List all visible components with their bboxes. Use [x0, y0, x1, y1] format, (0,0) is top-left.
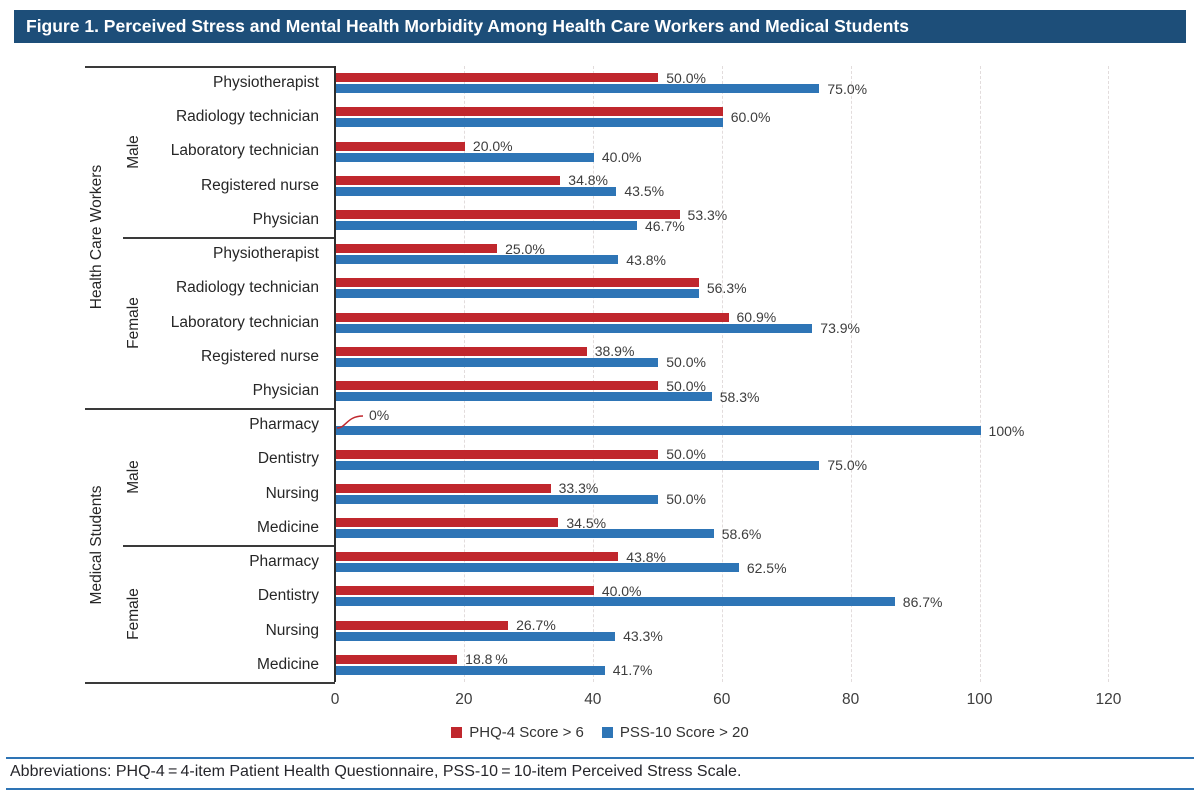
figure-title: Figure 1. Perceived Stress and Mental Health Morbidity Among Health Care Workers and Medical Students	[26, 16, 909, 36]
value-label: 73.9%	[820, 320, 860, 337]
value-label: 40.0%	[601, 582, 642, 599]
category-label: Pharmacy	[249, 553, 319, 571]
gridline	[851, 66, 852, 682]
x-tick-label: 0	[330, 691, 340, 708]
bar-phq4	[336, 244, 497, 253]
legend-swatch-pss10-icon	[602, 727, 613, 738]
bar-pss10	[336, 632, 615, 641]
category-label: Nursing	[265, 621, 319, 639]
subgroup-label: Male	[125, 134, 142, 169]
bar-phq4	[336, 278, 699, 287]
bar-pss10	[336, 153, 594, 162]
value-label: 50.0%	[666, 446, 706, 463]
group-label: Health Care Workers	[88, 164, 105, 310]
bar-phq4	[336, 313, 729, 322]
value-label: 75.0%	[827, 457, 868, 474]
bar-phq4	[336, 347, 587, 356]
category-label: Registered nurse	[200, 176, 319, 194]
zero-value-callout-line	[336, 413, 364, 431]
category-label: Nursing	[265, 484, 319, 502]
value-label: 58.6%	[721, 525, 762, 542]
legend-label-pss10: PSS-10 Score > 20	[619, 724, 749, 741]
value-label: 33.3%	[558, 480, 599, 497]
legend-item-phq4	[451, 724, 584, 741]
footer-divider-bottom	[6, 788, 1194, 790]
subgroup-label: Female	[125, 587, 142, 640]
value-label: 46.7%	[644, 217, 685, 234]
bar-phq4	[336, 381, 658, 390]
bar-pss10	[336, 426, 981, 435]
subgroup-label: Male	[125, 459, 142, 494]
bar-phq4	[336, 518, 558, 527]
category-label: Physiotherapist	[213, 74, 319, 91]
bar-pss10	[336, 221, 637, 230]
legend-item-pss10	[602, 724, 749, 741]
bar-pss10	[336, 461, 819, 470]
x-tick-label: 20	[455, 691, 473, 708]
category-label: Medicine	[256, 655, 319, 673]
x-tick-label: 120	[1095, 691, 1122, 708]
subgroup-label: Female	[125, 296, 142, 349]
value-label: 40.0%	[601, 149, 642, 166]
category-label: Registered nurse	[200, 347, 319, 365]
value-label: 58.3%	[719, 388, 760, 405]
bar-pss10	[336, 563, 739, 572]
value-label: 62.5%	[746, 559, 787, 576]
x-tick-label: 80	[842, 691, 860, 708]
value-label: 75.0%	[827, 80, 868, 97]
value-label: 43.3%	[623, 628, 663, 645]
category-label: Physiotherapist	[213, 245, 319, 263]
bar-phq4	[336, 210, 680, 219]
gridline	[1108, 66, 1109, 682]
category-label: Laboratory technician	[170, 142, 319, 160]
category-label: Physician	[252, 210, 319, 228]
category-label: Dentistry	[257, 450, 319, 468]
value-label: 20.0%	[472, 138, 513, 155]
value-label: 50.0%	[666, 354, 706, 371]
category-label: Radiology technician	[175, 279, 319, 297]
value-label: 34.8%	[568, 172, 608, 189]
bar-phq4	[336, 450, 658, 459]
chart-legend	[0, 724, 1200, 741]
value-label: 86.7%	[902, 593, 943, 610]
bar-phq4	[336, 142, 465, 151]
bar-phq4	[336, 73, 658, 82]
value-label: 100%	[988, 422, 1025, 439]
value-label: 26.7%	[516, 617, 556, 634]
value-label: 43.8%	[626, 251, 666, 268]
x-tick-label: 40	[584, 691, 602, 708]
abbreviations-note: Abbreviations: PHQ-4 = 4-item Patient Health Questionnaire, PSS-10 = 10-item Perceived Stress Scale.	[10, 763, 742, 780]
bar-phq4	[336, 586, 594, 595]
category-axis-line	[334, 66, 336, 682]
x-tick-label: 100	[966, 691, 993, 708]
x-tick-label: 60	[713, 691, 731, 708]
group-label: Medical Students	[88, 485, 105, 605]
bar-phq4	[336, 655, 457, 664]
value-label: 43.8%	[626, 548, 666, 565]
category-label: Physician	[252, 382, 319, 399]
value-label: 50.0%	[666, 377, 706, 394]
value-label: 43.5%	[624, 183, 665, 200]
bar-pss10	[336, 289, 699, 298]
bar-pss10	[336, 255, 618, 264]
legend-swatch-phq4-icon	[451, 727, 462, 738]
value-label: 50.0%	[666, 69, 706, 86]
value-label: 50.0%	[666, 491, 706, 508]
footer-divider-top	[6, 757, 1194, 759]
category-label: Dentistry	[257, 587, 319, 605]
value-label: 34.5%	[566, 514, 607, 531]
value-label: 60.9%	[736, 309, 777, 326]
value-label: 25.0%	[505, 240, 545, 257]
value-label: 38.9%	[594, 343, 635, 360]
value-label: 18.8 %	[465, 651, 508, 668]
category-label: Medicine	[256, 518, 319, 536]
value-label: 41.7%	[612, 662, 653, 679]
bar-pss10	[336, 529, 714, 538]
gridline	[722, 66, 723, 682]
bar-pss10	[336, 118, 723, 127]
legend-label-phq4: PHQ-4 Score > 6	[469, 724, 584, 741]
gridline	[980, 66, 981, 682]
bar-phq4	[336, 621, 508, 630]
category-label: Laboratory technician	[170, 313, 319, 331]
value-label: 60.0%	[730, 109, 771, 126]
bar-phq4	[336, 107, 723, 116]
bar-pss10	[336, 495, 658, 504]
value-label: 0%	[369, 407, 390, 424]
bar-phq4	[336, 552, 618, 561]
group-separator-line	[85, 682, 335, 684]
value-label: 56.3%	[706, 280, 747, 297]
value-label: 53.3%	[687, 206, 728, 223]
bar-pss10	[336, 84, 819, 93]
bar-phq4	[336, 484, 551, 493]
bar-phq4	[336, 176, 560, 185]
category-label: Pharmacy	[249, 416, 319, 434]
bar-pss10	[336, 392, 712, 401]
category-label: Radiology technician	[175, 108, 319, 126]
